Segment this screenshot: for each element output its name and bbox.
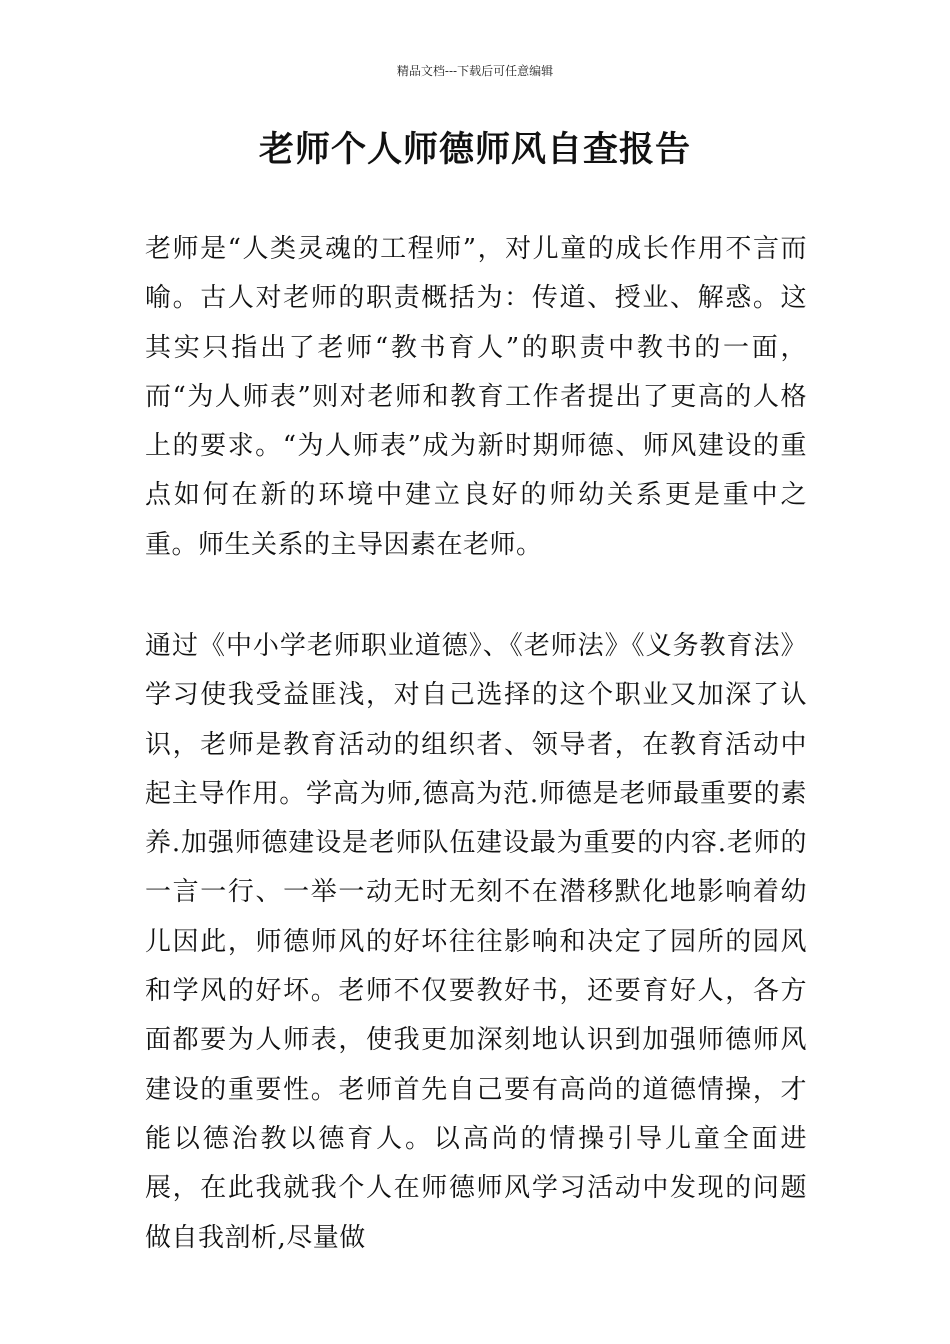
document-title: 老师个人师德师风自查报告 <box>258 130 691 170</box>
header-note: 精品文档---下载后可任意编辑 <box>396 64 554 78</box>
paragraph-2: 通过《中小学老师职业道德》、《老师法》《义务教育法》学习使我受益匪浅，对自己选择的这个职业又加深了认识，老师是教育活动的组织者、领导者，在教育活动中起主导作用。学高为师,德高为范.师德是老师最重要的素养.加强师德建设是老师队伍建设最为重要的内容.老师的一言一行、一举一动无时无刻不在潜移默化地影响着幼儿因此，师德师风的好坏往往影响和决定了园所的园风和学风的好坏。老师不仅要教好书，还要育好人，各方面都要为人师表，使我更加深刻地认识到加强师德师风建设的重要性。老师首先自己要有高尚的道德情操，才能以德治教以德育人。以高尚的情操引导儿童全面进展，在此我就我个人在师德师风学习活动中发现的问题做自我剖析,尽量做 <box>145 631 807 1253</box>
paragraph-1: 老师是“人类灵魂的工程师”，对儿童的成长作用不言而喻。古人对老师的职责概括为：传道、授业、解惑。这其实只指出了老师“教书育人”的职责中教书的一面，而“为人师表”则对老师和教育工作者提出了更高的人格上的要求。“为人师表”成为新时期师德、师风建设的重点如何在新的环境中建立良好的师幼关系更是重中之重。师生关系的主导因素在老师。 <box>145 234 807 560</box>
